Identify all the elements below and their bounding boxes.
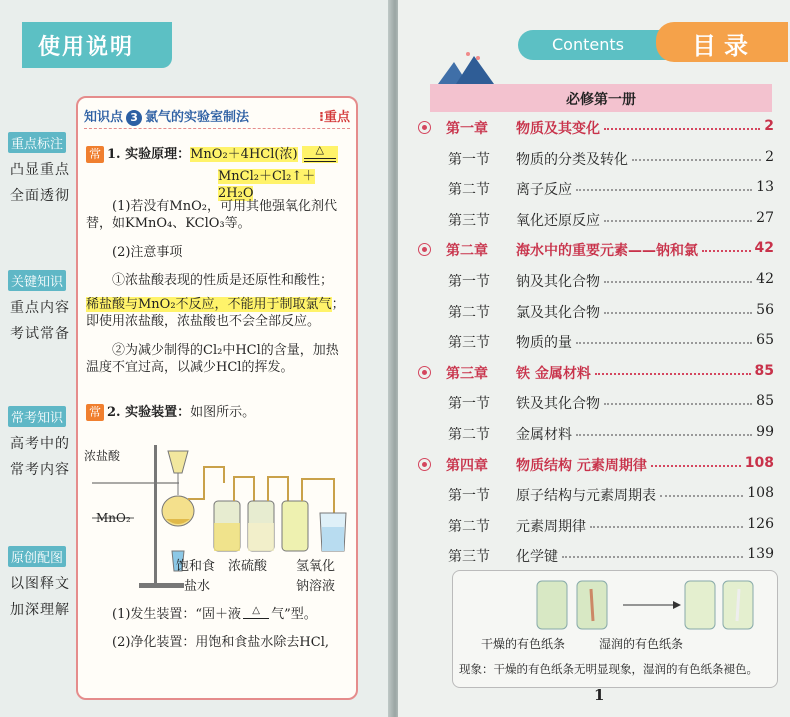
toc-label: 第二章: [446, 243, 488, 260]
toc-page: 85: [756, 393, 774, 410]
leader-dots: [595, 373, 751, 375]
tag-group-1: [4, 132, 72, 205]
book-title: 必修第一册: [566, 92, 636, 108]
paragraph: (2)净化装置：用饱和食盐水除去HCl,: [112, 635, 329, 650]
toc-label: 第一章: [446, 121, 488, 137]
tag-label: 关键知识: [8, 270, 66, 291]
tag-line: 加深理解: [10, 602, 70, 618]
toc-title: 化学键: [516, 549, 558, 566]
toc-page: 2: [764, 118, 774, 134]
leader-dots: [702, 250, 751, 252]
toc-section-row: [418, 271, 774, 293]
toc-title: 金属材料: [516, 427, 572, 443]
knowledge-title: 氯气的实验室制法: [145, 110, 250, 125]
bullet-icon: [418, 458, 431, 471]
paragraph: ①浓盐酸表现的性质是还原性和酸性；: [112, 273, 334, 288]
toc-label: 第四章: [446, 457, 488, 474]
leader-dots: [576, 189, 752, 191]
paragraph-end: 气”型。: [271, 607, 317, 622]
apparatus-text: 如图所示。: [190, 405, 256, 420]
highlighted-text: 稀盐酸与MnO₂不反应，不能用于制取氯气: [86, 297, 332, 312]
toc-page: 85: [754, 362, 774, 379]
equation-right-line: [218, 168, 348, 202]
book-title-bar: [430, 84, 772, 112]
toc-label: 第一节: [448, 396, 490, 413]
toc-title: 物质的分类及转化: [516, 151, 628, 168]
toc-page: 139: [747, 546, 774, 563]
toc-chapter-row: [418, 118, 774, 140]
tag-label: 常考知识: [8, 406, 66, 427]
bullet-icon: [418, 243, 431, 256]
label-bottle2: 浓硫酸: [228, 559, 268, 574]
toc-label: 第三章: [446, 365, 488, 382]
apparatus-figure: [84, 443, 350, 593]
toc-page: 42: [754, 240, 774, 257]
tag-line: 高考中的: [10, 436, 70, 452]
toc-section-row: [418, 424, 774, 446]
toc-title: 元素周期律: [516, 518, 586, 535]
contents-cn: 目录: [692, 32, 756, 60]
principle-line: [86, 143, 348, 163]
delta-symbol: △: [315, 143, 324, 156]
toc-page: 126: [747, 515, 774, 532]
knowledge-number: 3: [126, 110, 142, 126]
leader-dots: [576, 434, 752, 436]
tag-label: 原创配图: [8, 546, 66, 567]
page-number: 1: [594, 686, 605, 704]
label-hcl: 浓盐酸: [84, 449, 121, 463]
equation-arrow: [302, 143, 338, 163]
toc-title: 铁 金属材料: [516, 365, 591, 382]
tag-group-2: [4, 270, 72, 343]
toc-title: 氯及其化合物: [516, 304, 600, 321]
tag-group-4: [4, 546, 72, 619]
toc-label: 第一节: [448, 488, 490, 505]
equation-left: MnO₂＋4HCl(浓): [190, 147, 298, 162]
tag-line: 凸显重点: [10, 162, 70, 178]
mountain-icon: [438, 50, 498, 86]
delta-symbol: △: [252, 605, 260, 616]
toc-label: 第一节: [448, 274, 490, 290]
toc-section-row: [418, 302, 774, 324]
chang-tag: 常: [86, 146, 104, 163]
label-bottle3: 氢氧化: [296, 559, 336, 574]
toc-title: 物质的量: [516, 335, 572, 352]
knowledge-heading: [84, 106, 249, 126]
toc-title: 海水中的重要元素——钠和氯: [516, 243, 698, 260]
paragraph-start: (1)发生装置：“固＋液: [112, 607, 242, 622]
toc-label: 第二节: [448, 427, 490, 443]
leader-dots: [576, 342, 752, 344]
toc-section-row: [418, 179, 774, 201]
toc-title: 物质及其变化: [516, 121, 600, 137]
toc-chapter-row: [418, 455, 774, 477]
toc-chapter-row: [418, 240, 774, 262]
bullet-icon: [418, 121, 431, 134]
tag-group-3: [4, 406, 72, 479]
toc-section-row: [418, 546, 774, 568]
divider: [84, 128, 350, 129]
left-page: [0, 0, 392, 717]
principle-head: 1. 实验原理：: [107, 147, 191, 162]
leader-dots: [604, 281, 752, 283]
toc-page: 108: [747, 485, 774, 502]
leader-dots: [632, 159, 761, 161]
bottles-illustration: [453, 575, 777, 635]
toc-label: 第三节: [448, 335, 490, 352]
experiment-photo: [452, 570, 778, 688]
toc-chapter-row: [418, 363, 774, 385]
caption-dry: 干燥的有色纸条: [481, 637, 566, 651]
toc-page: 108: [744, 454, 774, 471]
toc-title: 氧化还原反应: [516, 212, 600, 229]
toc-section-row: [418, 149, 774, 171]
bullet-icon: [418, 366, 431, 379]
leader-dots: [604, 220, 752, 222]
apparatus-head: 2. 实验装置：: [107, 405, 191, 420]
leader-dots: [562, 556, 743, 558]
leader-dots: [604, 312, 752, 314]
usage-header: [22, 22, 172, 68]
toc-page: 27: [756, 209, 774, 226]
contents-en: Contents: [552, 35, 624, 54]
leader-dots: [590, 526, 743, 528]
toc-label: 第三节: [448, 212, 490, 229]
right-page: [398, 0, 790, 717]
label-bottle1: 饱和食: [176, 559, 216, 574]
toc-title: 离子反应: [516, 182, 572, 199]
tag-line: 以图释文: [10, 576, 70, 592]
toc-page: 42: [756, 271, 774, 287]
toc-section-row: [418, 332, 774, 354]
phenomenon-text: 现象：干燥的有色纸条无明显现象，湿润的有色纸条褪色。: [459, 662, 758, 676]
toc-section-row: [418, 393, 774, 415]
equation-right: MnCl₂＋Cl₂↑＋2H₂O: [218, 169, 316, 201]
key-badge: ⁝重点: [319, 110, 350, 125]
tag-label: 重点标注: [8, 132, 66, 153]
leader-dots: [660, 495, 743, 497]
toc-title: 原子结构与元素周期表: [516, 488, 656, 505]
leader-dots: [604, 403, 752, 405]
caption-wet: 湿润的有色纸条: [599, 637, 684, 651]
toc-label: 第三节: [448, 549, 490, 566]
knowledge-label: 知识点: [84, 110, 124, 125]
tag-line: 考试常备: [10, 326, 70, 342]
key-label: 重点: [323, 110, 350, 125]
toc-section-row: [418, 485, 774, 507]
paragraph: ②为减少制得的Cl₂中HCl的含量，加热温度不宜过高，以减少HCl的挥发。: [86, 343, 339, 375]
contents-pill: [518, 30, 668, 60]
usage-title: 使用说明: [38, 35, 135, 60]
toc-title: 铁及其化合物: [516, 396, 600, 413]
toc-title: 物质结构 元素周期律: [516, 457, 647, 474]
toc-page: 65: [756, 332, 774, 349]
toc-label: 第二节: [448, 518, 490, 535]
toc-label: 第二节: [448, 182, 490, 199]
toc-label: 第二节: [448, 304, 490, 321]
toc-label: 第一节: [448, 151, 490, 168]
label-bottle1b: 盐水: [184, 579, 211, 594]
toc-section-row: [418, 210, 774, 232]
paragraph: (1)若没有MnO₂，可用其他强氧化剂代替，如KMnO₄、KClO₃等。: [86, 199, 337, 231]
toc-page: 13: [756, 179, 774, 196]
label-mno2: MnO₂: [96, 511, 131, 525]
paragraph: [86, 296, 348, 330]
leader-dots: [651, 465, 741, 467]
mulu-tab: [656, 22, 788, 62]
toc-page: 99: [756, 424, 774, 440]
tag-line: 常考内容: [10, 462, 70, 478]
paragraph-rest: ；即使用浓盐酸，浓盐酸也不会全部反应。: [86, 297, 345, 329]
toc-section-row: [418, 516, 774, 538]
paragraph: [86, 606, 348, 624]
knowledge-card: [76, 96, 358, 700]
paragraph: (2)注意事项: [112, 245, 183, 260]
apparatus-line: [86, 404, 348, 421]
arrow: [241, 606, 271, 624]
chang-tag: 常: [86, 404, 104, 421]
toc-title: 钠及其化合物: [516, 274, 600, 290]
toc-page: 2: [765, 148, 774, 165]
tag-line: 重点内容: [10, 300, 70, 316]
toc-page: 56: [756, 301, 774, 318]
tag-line: 全面透彻: [10, 188, 70, 204]
label-bottle3b: 钠溶液: [296, 579, 336, 594]
leader-dots: [604, 128, 760, 130]
